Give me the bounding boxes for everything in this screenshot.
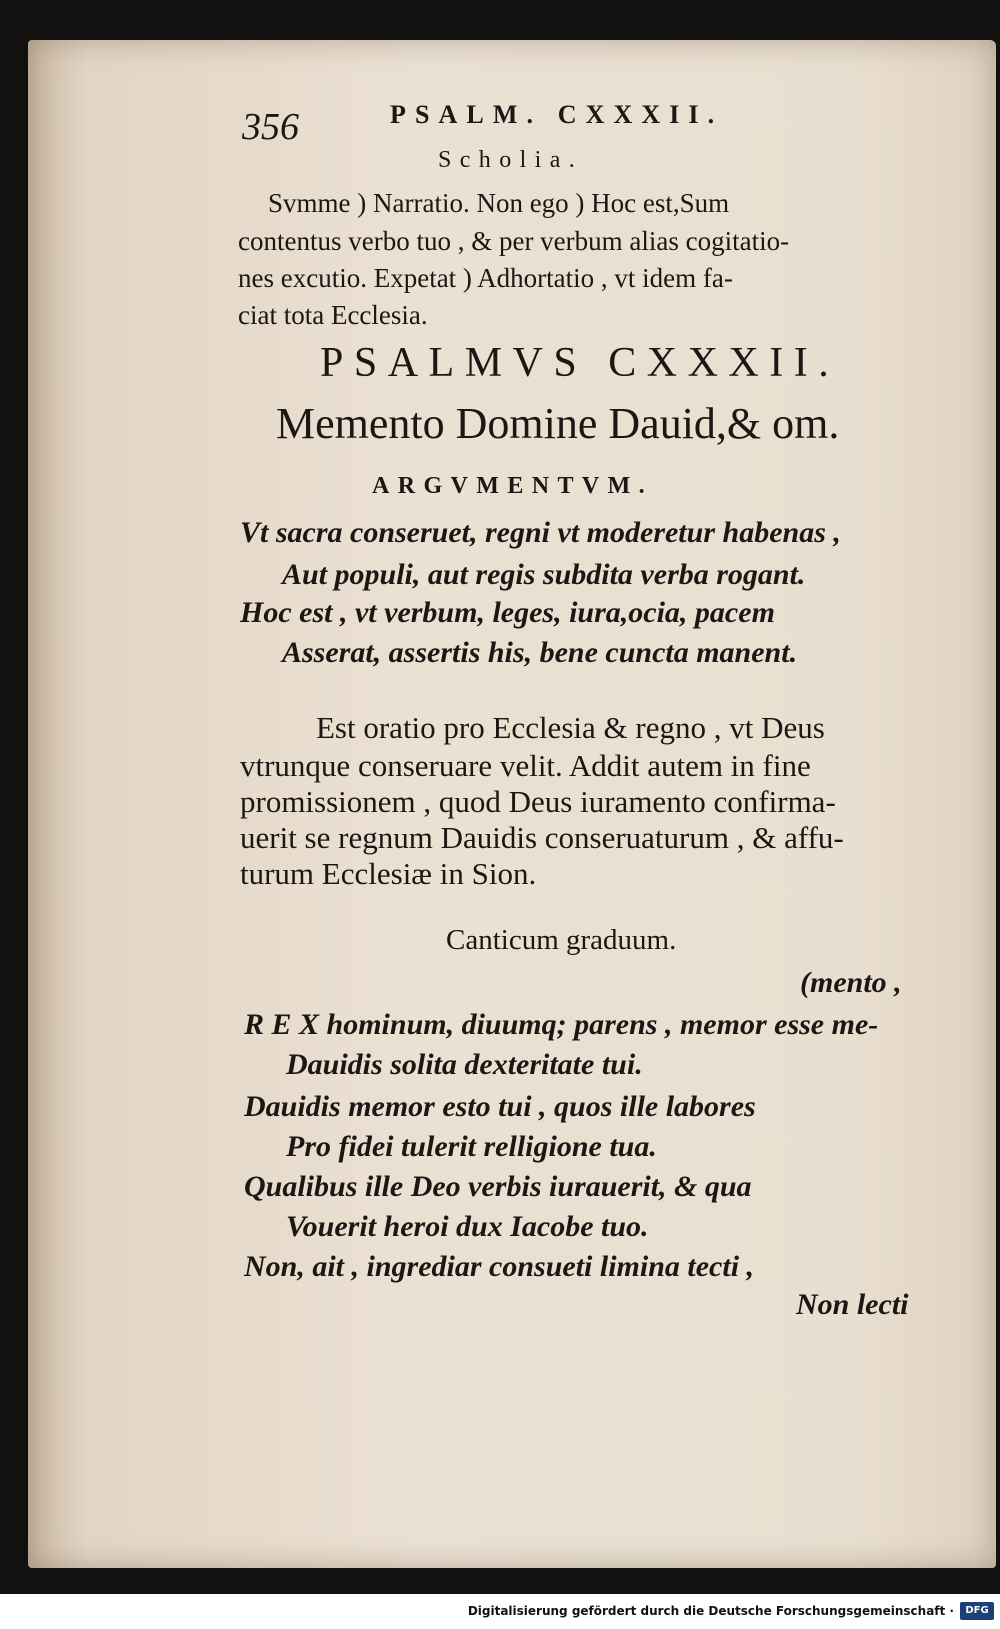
argumentum-heading: ARGVMENTVM. <box>372 473 654 499</box>
canticum-verse: R E X hominum, diuumq; parens , memor esse me- <box>244 1008 879 1041</box>
canticum-verse: Pro fidei tulerit relligione tua. <box>286 1130 657 1163</box>
book-page <box>28 40 996 1568</box>
funding-credit: Digitalisierung gefördert durch die Deutsche Forschungsgemeinschaft · <box>467 1604 954 1618</box>
verse-turnover: (mento , <box>800 966 902 999</box>
canticum-verse: Dauidis solita dexteritate tui. <box>286 1048 643 1081</box>
canticum-heading: Canticum graduum. <box>446 924 677 956</box>
psalm-incipit: Memento Domine Dauid,& om. <box>276 399 840 448</box>
argumentum-verse: Asserat, assertis his, bene cuncta manent. <box>282 636 798 669</box>
dfg-logo-icon: DFG <box>960 1602 994 1620</box>
psalm-title: PSALMVS CXXXII. <box>320 340 840 386</box>
prose-line: uerit se regnum Dauidis conseruaturum , & affu- <box>240 820 844 855</box>
running-title: PSALM. CXXXII. <box>390 100 724 129</box>
argumentum-verse: Vt sacra conseruet, regni vt moderetur habenas , <box>240 516 841 549</box>
canticum-verse: Vouerit heroi dux Iacobe tuo. <box>286 1210 649 1243</box>
footer-bar <box>0 1594 1000 1629</box>
scholia-line: contentus verbo tuo , & per verbum alias cogitatio- <box>238 226 790 256</box>
canticum-verse: Qualibus ille Deo verbis iurauerit, & qua <box>244 1170 752 1203</box>
prose-line: vtrunque conseruare velit. Addit autem in fine <box>240 748 811 783</box>
prose-line: turum Ecclesiæ in Sion. <box>240 856 537 891</box>
canticum-verse: Dauidis memor esto tui , quos ille labores <box>244 1090 756 1123</box>
scholia-line: nes excutio. Expetat ) Adhortatio , vt idem fa- <box>238 263 733 293</box>
scholia-line: Svmme ) Narratio. Non ego ) Hoc est,Sum <box>268 188 730 218</box>
prose-line: Est oratio pro Ecclesia & regno , vt Deus <box>316 710 825 745</box>
page-number: 356 <box>242 106 299 148</box>
scholia-line: ciat tota Ecclesia. <box>238 300 428 330</box>
scholia-heading: Scholia. <box>438 147 584 173</box>
canticum-verse: Non, ait , ingrediar consueti limina tecti , <box>244 1250 755 1283</box>
argumentum-verse: Hoc est , vt verbum, leges, iura,ocia, pacem <box>240 596 775 629</box>
prose-line: promissionem , quod Deus iuramento confirma- <box>240 784 836 819</box>
catchword: Non lecti <box>796 1288 909 1321</box>
argumentum-verse: Aut populi, aut regis subdita verba rogant. <box>282 558 806 591</box>
